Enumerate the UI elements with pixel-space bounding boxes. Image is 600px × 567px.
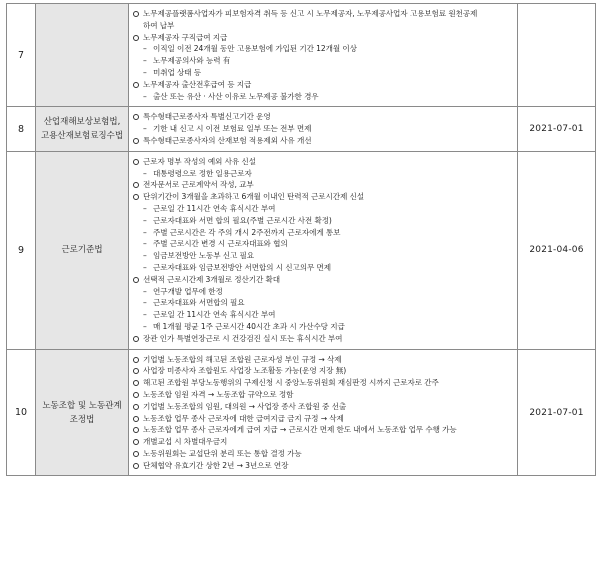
sub-item [133,286,513,298]
item-text: 임금보전방안 노동부 신고 필요 [153,251,255,261]
row-number: 7 [7,4,36,107]
circle-bullet-icon [133,114,139,120]
sub-item [133,123,513,135]
sub-item [133,262,513,274]
item-text: 기한 내 신고 시 이전 보험료 일부 또는 전부 면제 [153,124,312,134]
circle-bullet-icon [133,336,139,342]
dash-icon: – [143,239,147,249]
bullet-item [133,389,513,401]
item-text: 이직일 이전 24개월 동안 고용보험에 가입된 기간 12개월 이상 [153,44,357,54]
circle-bullet-icon [133,439,139,445]
item-text: 근로자대표와 서면합의 필요 [153,298,245,308]
bullet-item [133,424,513,436]
dash-icon: – [143,310,147,320]
dash-icon: – [143,67,147,77]
law-name: 산업재해보상보험법, 고용산재보험료징수법 [36,107,129,151]
bullet-item [133,354,513,366]
sub-item [133,67,513,79]
effective-date [518,4,596,107]
item-text: 노무제공자 구직급여 지급 [143,32,228,42]
change-details [129,107,518,151]
bullet-item [133,460,513,472]
item-text: 근로자대표와 임금보전방안 서면합의 시 신고의무 면제 [153,262,331,272]
item-text: 출산 또는 유산 · 사산 이유로 노무제공 불가한 경우 [153,91,319,101]
item-text: 노무제공자 출산전후급여 등 지급 [143,79,252,89]
bullet-item [133,333,513,345]
bullet-item [133,111,513,123]
circle-bullet-icon [133,159,139,165]
item-text: 근로자대표와 서면 합의 필요(주별 근로시간 사전 확정) [153,215,332,225]
item-text: 노무제공의사와 능력 有 [153,56,231,66]
continuation-text [133,20,513,32]
circle-bullet-icon [133,368,139,374]
bullet-item [133,365,513,377]
dash-icon: – [143,321,147,331]
dash-icon: – [143,262,147,272]
bullet-item [133,401,513,413]
bullet-item [133,79,513,91]
item-text: 매 1개월 평균 1주 근로시간 40시간 초과 시 가산수당 지급 [153,321,345,331]
sub-item [133,215,513,227]
row-number: 9 [7,151,36,349]
dash-icon: – [143,286,147,296]
bullet-item [133,32,513,44]
bullet-item [133,179,513,191]
circle-bullet-icon [133,182,139,188]
bullet-item [133,436,513,448]
circle-bullet-icon [133,35,139,41]
item-text: 주별 근로시간 변경 시 근로자대표와 협의 [153,239,288,249]
law-name [36,4,129,107]
item-text: 주별 근로시간은 각 주의 개시 2주전까지 근로자에게 통보 [153,227,341,237]
dash-icon: – [143,298,147,308]
change-details [129,4,518,107]
item-text: 노동조합 업무 종사 근로자에게 급여 지급 → 근로시간 면제 한도 내에서 노동조합 업무 수행 가능 [143,425,457,435]
item-text: 기업별 노동조합의 임원, 대의원 → 사업장 종사 조합원 중 선출 [143,401,347,411]
item-text: 연구개발 업무에 한정 [153,286,223,296]
bullet-item [133,191,513,203]
row-number: 8 [7,107,36,151]
item-text: 단체협약 유효기간 상한 2년 → 3년으로 연장 [143,460,289,470]
circle-bullet-icon [133,404,139,410]
item-text: 특수형태근로종사자의 산재보험 적용제외 사유 개선 [143,135,312,145]
circle-bullet-icon [133,357,139,363]
change-details [129,151,518,349]
dash-icon: – [143,91,147,101]
item-text: 근로일 간 11시간 연속 휴식시간 부여 [153,203,276,213]
sub-item [133,168,513,180]
sub-item [133,238,513,250]
bullet-item [133,8,513,20]
item-text: 근로자 명부 작성의 예외 사유 신설 [143,156,256,166]
sub-item [133,297,513,309]
dash-icon: – [143,44,147,54]
circle-bullet-icon [133,416,139,422]
item-text: 하여 납부 [143,20,175,30]
sub-item [133,309,513,321]
item-text: 기업별 노동조합의 해고된 조합원 근로자성 부인 규정 → 삭제 [143,354,342,364]
item-text: 노동조합 임원 자격 → 노동조합 규약으로 정함 [143,389,294,399]
dash-icon: – [143,124,147,134]
item-text: 선택적 근로시간제 3개월로 정산기간 확대 [143,274,280,284]
dash-icon: – [143,56,147,66]
law-changes-table [6,3,596,476]
sub-item [133,321,513,333]
circle-bullet-icon [133,463,139,469]
law-name: 근로기준법 [36,151,129,349]
change-details [129,349,518,476]
circle-bullet-icon [133,138,139,144]
item-text: 노동위원회는 교섭단위 분리 또는 통합 결정 가능 [143,448,302,458]
table-row [7,349,596,476]
dash-icon: – [143,215,147,225]
item-text: 사업장 미종사자 조합원도 사업장 노조활동 가능(운영 지장 無) [143,366,347,376]
bullet-item [133,377,513,389]
item-text: 노동조합 업무 종사 근로자에 대한 급여지급 금지 규정 → 삭제 [143,413,344,423]
item-text: 해고된 조합원 부당노동행위의 구제신청 시 중앙노동위원회 재심판정 시까지 근로자로 간주 [143,378,439,388]
item-text: 개별교섭 시 차별대우금지 [143,437,228,447]
circle-bullet-icon [133,194,139,200]
dash-icon: – [143,203,147,213]
item-text: 전자문서로 근로계약서 작성, 교부 [143,180,254,190]
bullet-item [133,448,513,460]
item-text: 단위기간이 3개월을 초과하고 6개월 이내인 탄력적 근로시간제 신설 [143,192,365,202]
table-row [7,151,596,349]
item-text: 미취업 상태 등 [153,67,202,77]
effective-date: 2021-07-01 [518,349,596,476]
dash-icon: – [143,251,147,261]
law-name: 노동조합 및 노동관계 조정법 [36,349,129,476]
bullet-item [133,135,513,147]
circle-bullet-icon [133,392,139,398]
dash-icon: – [143,168,147,178]
sub-item [133,91,513,103]
circle-bullet-icon [133,380,139,386]
sub-item [133,55,513,67]
circle-bullet-icon [133,82,139,88]
item-text: 대통령령으로 정한 일용근로자 [153,168,252,178]
table-row [7,4,596,107]
bullet-item [133,274,513,286]
sub-item [133,43,513,55]
circle-bullet-icon [133,11,139,17]
bullet-item [133,156,513,168]
table-row [7,107,596,151]
effective-date: 2021-07-01 [518,107,596,151]
item-text: 장관 인가 특별연장근로 시 건강검진 실시 또는 휴식시간 부여 [143,333,343,343]
sub-item [133,250,513,262]
circle-bullet-icon [133,451,139,457]
effective-date: 2021-04-06 [518,151,596,349]
circle-bullet-icon [133,277,139,283]
bullet-item [133,413,513,425]
item-text: 근로일 간 11시간 연속 휴식시간 부여 [153,310,276,320]
sub-item [133,227,513,239]
sub-item [133,203,513,215]
item-text: 특수형태근로종사자 특별신고기간 운영 [143,112,271,122]
item-text: 노무제공플랫폼사업자가 피보험자격 취득 등 신고 시 노무제공자, 노무제공사업자 고용보험료 원천공제 [143,9,478,18]
dash-icon: – [143,227,147,237]
circle-bullet-icon [133,427,139,433]
row-number: 10 [7,349,36,476]
